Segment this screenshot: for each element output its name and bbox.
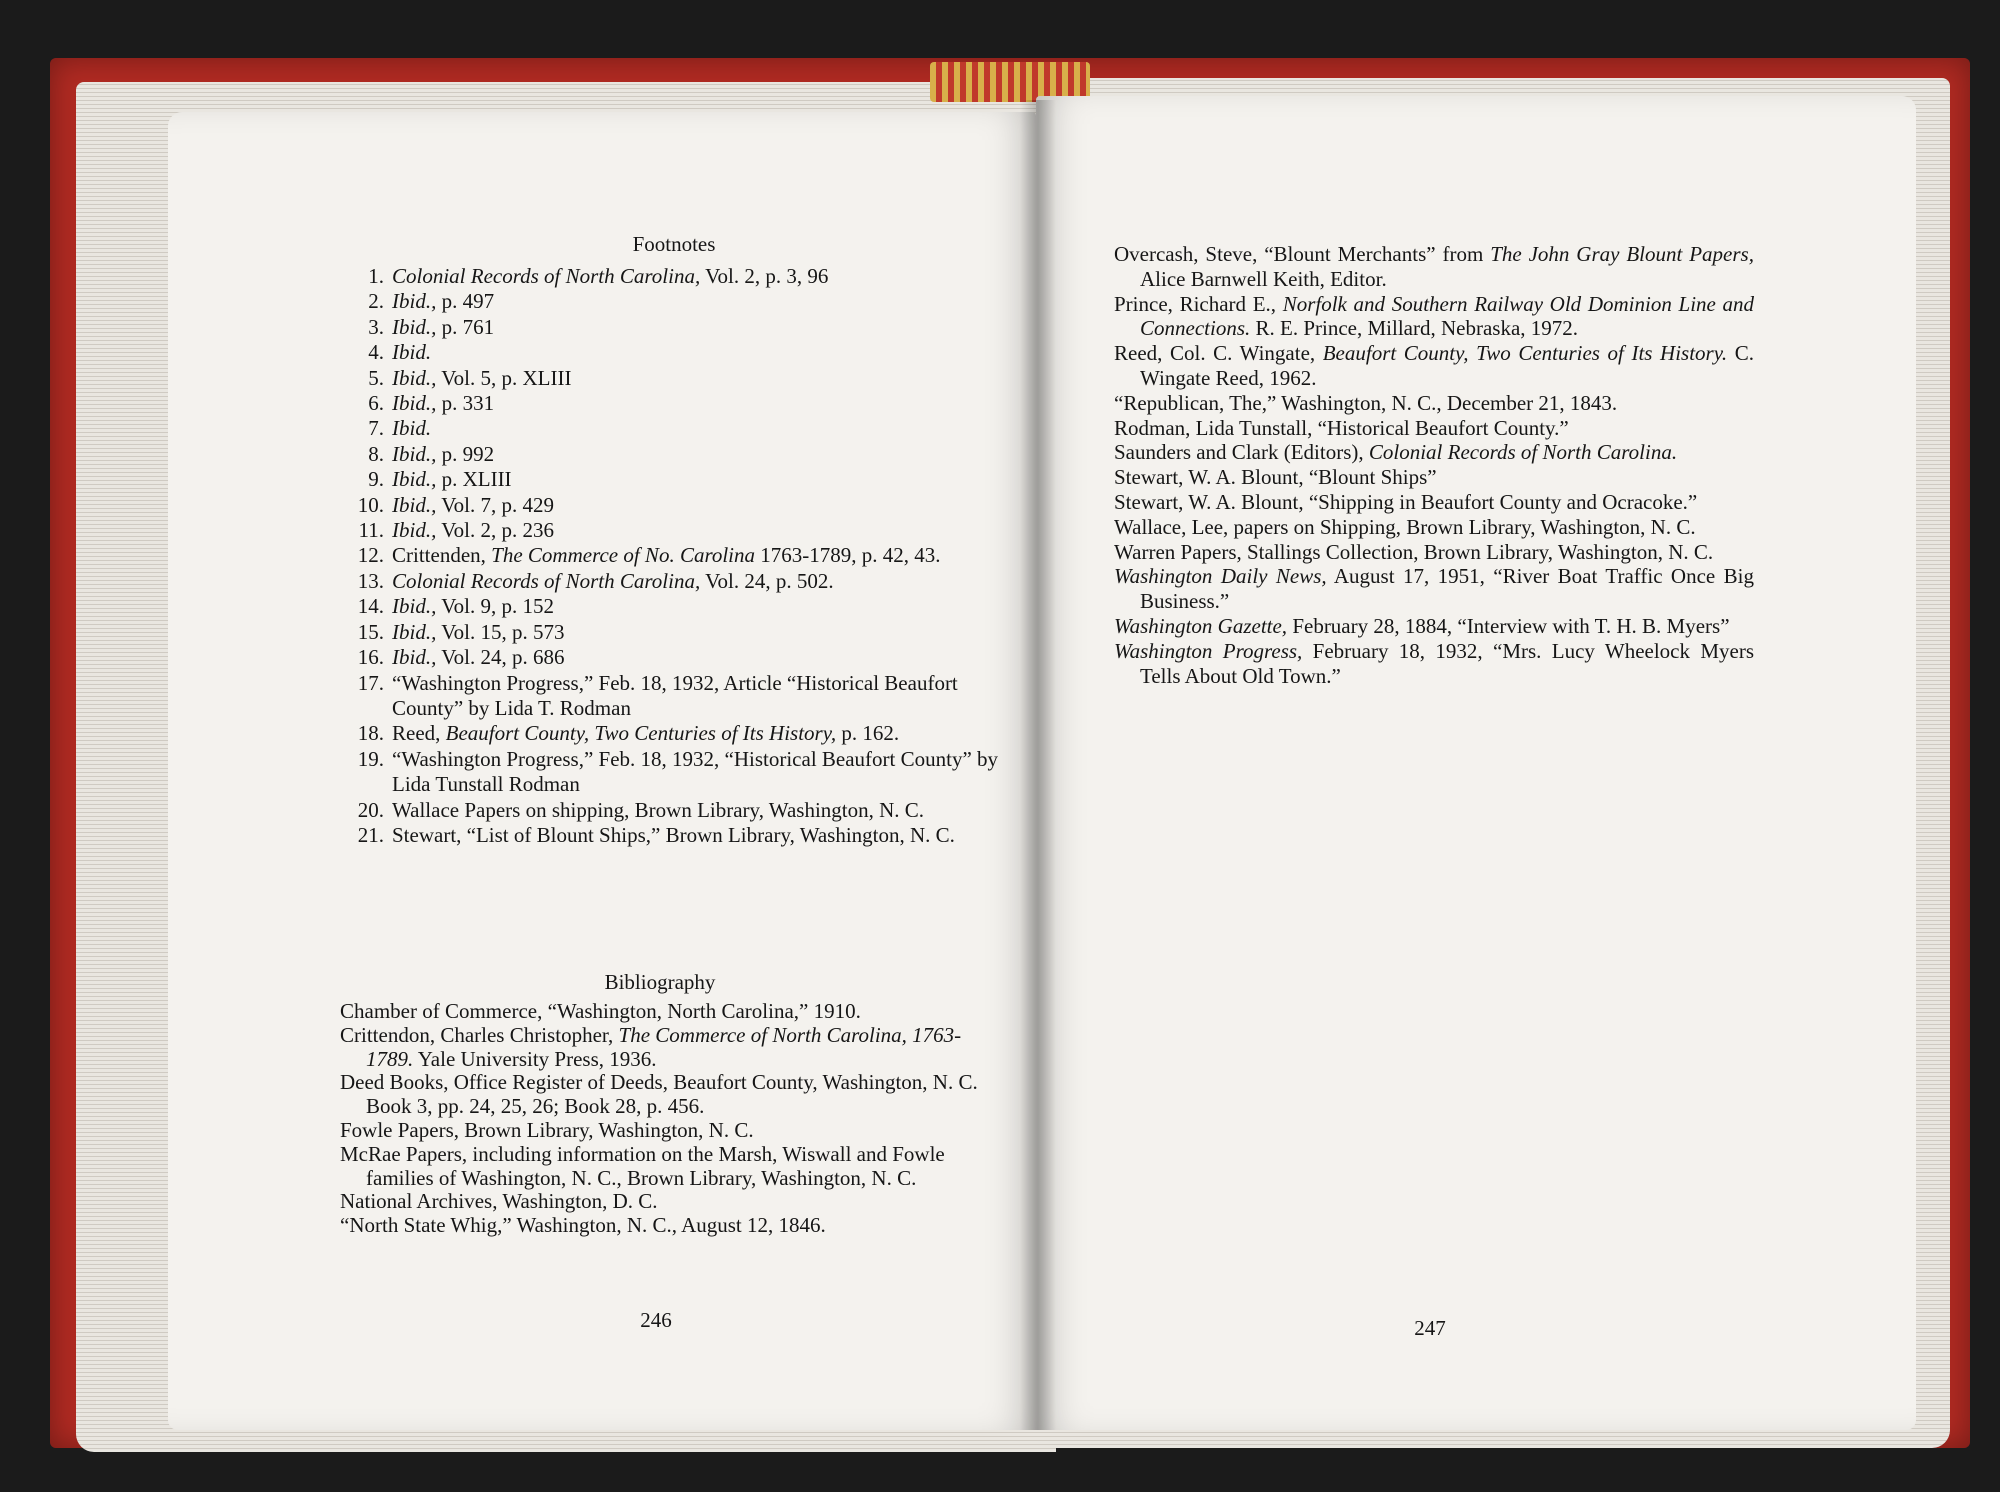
bibliography-entry	[340, 1214, 980, 1238]
italic-title: Ibid.,	[392, 365, 437, 390]
bibliography-list	[340, 1000, 980, 1238]
citation-text: August 17, 1951, “River Boat Traffic Once Big Business.”	[1140, 564, 1754, 614]
italic-title: Washington Progress,	[1114, 638, 1303, 663]
footnote-number: 11.	[358, 518, 384, 543]
citation-text: Overcash, Steve, “Blount Merchants” from	[1114, 242, 1491, 266]
footnote-number: 12.	[357, 543, 384, 568]
citation-text: p. 761	[436, 314, 495, 339]
bibliography-entry	[340, 1143, 980, 1191]
citation-text: Stewart, W. A. Blount, “Blount Ships”	[1114, 465, 1437, 490]
footnote-item	[340, 645, 1000, 670]
citation-text: p. XLIII	[436, 467, 512, 492]
footnote-item	[340, 442, 1000, 467]
footnote-item	[340, 366, 1000, 391]
italic-title: Washington Gazette,	[1114, 613, 1288, 638]
citation-text: Reed,	[392, 721, 446, 746]
citation-text: Vol. 24, p. 686	[436, 645, 565, 670]
citation-text: R. E. Prince, Millard, Nebraska, 1972.	[1250, 316, 1579, 341]
footnote-number: 15.	[357, 619, 384, 644]
italic-title: Ibid.,	[392, 441, 437, 466]
bibliography-entry	[1114, 416, 1754, 441]
italic-title: Ibid.,	[392, 594, 437, 619]
footnote-item	[340, 823, 1000, 848]
citation-text: p. 992	[436, 441, 495, 466]
citation-text: McRae Papers, including information on the Marsh, Wiswall and Fowle families of Washington, N. C., Brown Library, Washington, N. C.	[340, 1141, 945, 1190]
footnote-number: 16.	[357, 645, 384, 670]
footnote-number: 2.	[368, 289, 384, 314]
footnote-item	[340, 671, 1000, 722]
citation-text: Stewart, W. A. Blount, “Shipping in Beaufort County and Ocracoke.”	[1114, 489, 1698, 514]
footnote-item	[340, 798, 1000, 823]
footnote-number: 19.	[357, 746, 384, 771]
bibliography-entry	[340, 1000, 980, 1024]
bibliography-entry	[1114, 490, 1754, 515]
italic-title: Ibid.	[392, 340, 432, 365]
citation-text: Vol. 5, p. XLIII	[436, 365, 572, 390]
citation-text: Alice Barnwell Keith, Editor.	[1140, 266, 1387, 291]
italic-title: Colonial Records of North Carolina,	[392, 568, 701, 593]
footnote-item	[340, 543, 1000, 568]
citation-text: Yale University Press, 1936.	[413, 1046, 657, 1071]
citation-text: Saunders and Clark (Editors),	[1114, 440, 1369, 465]
footnotes-list	[340, 264, 1000, 848]
bibliography-entry	[1114, 614, 1754, 639]
footnote-item	[340, 747, 1000, 798]
citation-text: C. Wingate Reed, 1962.	[1140, 341, 1754, 390]
italic-title: Ibid.,	[392, 391, 437, 416]
bibliography-entry	[1114, 292, 1754, 342]
bibliography-entry	[1114, 639, 1754, 689]
citation-text: p. 162.	[836, 721, 900, 746]
footnote-item	[340, 467, 1000, 492]
footnote-number: 13.	[357, 568, 384, 593]
footnote-number: 3.	[368, 314, 384, 339]
italic-title: Ibid.,	[392, 645, 437, 670]
citation-text: February 28, 1884, “Interview with T. H. B. Myers”	[1287, 613, 1730, 638]
citation-text: Vol. 2, p. 3, 96	[700, 264, 829, 288]
italic-title: The Commerce of North Carolina, 1763-1789.	[366, 1022, 962, 1071]
citation-text: Vol. 15, p. 573	[436, 619, 565, 644]
italic-title: Ibid.,	[392, 289, 437, 314]
bibliography-entry	[340, 1119, 980, 1143]
citation-text: Fowle Papers, Brown Library, Washington, N. C.	[340, 1117, 754, 1142]
footnote-number: 6.	[368, 391, 384, 416]
italic-title: Beaufort County, Two Centuries of Its History.	[1322, 341, 1728, 366]
citation-text: Chamber of Commerce, “Washington, North Carolina,” 1910.	[340, 999, 861, 1023]
footnote-number: 4.	[368, 340, 384, 365]
citation-text: 1763-1789, p. 42, 43.	[755, 543, 941, 568]
page-number-right: 247	[1414, 1316, 1446, 1340]
italic-title: Washington Daily News,	[1114, 564, 1327, 589]
citation-text: Stewart, “List of Blount Ships,” Brown Library, Washington, N. C.	[392, 822, 955, 847]
footnote-item	[340, 264, 1000, 289]
italic-title: Colonial Records of North Carolina,	[392, 264, 701, 288]
italic-title: Ibid.,	[392, 314, 437, 339]
citation-text: Crittendon, Charles Christopher,	[340, 1022, 619, 1047]
citation-text: Reed, Col. C. Wingate,	[1114, 341, 1323, 366]
footnote-item	[340, 416, 1000, 441]
italic-title: Ibid.,	[392, 492, 437, 517]
bibliography-entry	[1114, 242, 1754, 292]
footnote-number: 5.	[368, 365, 384, 390]
bibliography-entry	[340, 1024, 980, 1072]
footnote-number: 8.	[368, 441, 384, 466]
footnote-number: 1.	[368, 264, 384, 288]
bibliography-entry	[1114, 564, 1754, 614]
citation-text: Wallace Papers on shipping, Brown Library, Washington, N. C.	[392, 797, 925, 822]
italic-title: The John Gray Blount Papers,	[1490, 242, 1754, 266]
citation-text: “Republican, The,” Washington, N. C., December 21, 1843.	[1114, 390, 1618, 415]
citation-text: National Archives, Washington, D. C.	[340, 1189, 658, 1214]
citation-text: Vol. 2, p. 236	[436, 518, 554, 543]
citation-text: February 18, 1932, “Mrs. Lucy Wheelock Myers Tells About Old Town.”	[1140, 638, 1755, 688]
footnote-number: 21.	[357, 822, 384, 847]
italic-title: Ibid.,	[392, 518, 437, 543]
footnote-item	[340, 391, 1000, 416]
footnote-number: 17.	[357, 670, 384, 695]
italic-title: Ibid.	[392, 416, 432, 441]
bibliography-entry	[1114, 440, 1754, 465]
bibliography-continued-list	[1114, 242, 1754, 688]
citation-text: Wallace, Lee, papers on Shipping, Brown Library, Washington, N. C.	[1114, 514, 1696, 539]
bibliography-entry	[1114, 341, 1754, 391]
citation-text: Vol. 9, p. 152	[436, 594, 554, 619]
italic-title: Colonial Records of North Carolina.	[1368, 440, 1678, 465]
citation-text: Rodman, Lida Tunstall, “Historical Beaufort County.”	[1114, 415, 1569, 440]
citation-text: Vol. 7, p. 429	[436, 492, 554, 517]
footnotes-heading: Footnotes	[632, 232, 716, 256]
italic-title: The Commerce of No. Carolina	[491, 543, 756, 568]
bibliography-entry	[340, 1190, 980, 1214]
footnote-item	[340, 569, 1000, 594]
citation-text: Vol. 24, p. 502.	[700, 568, 834, 593]
italic-title: Beaufort County, Two Centuries of Its History,	[445, 721, 837, 746]
citation-text: Crittenden,	[392, 543, 492, 568]
footnote-item	[340, 518, 1000, 543]
citation-text: “Washington Progress,” Feb. 18, 1932, Article “Historical Beaufort County” by Lida T. Rodman	[392, 670, 958, 720]
footnote-number: 10.	[357, 492, 384, 517]
book-gutter	[1020, 100, 1056, 1430]
citation-text: Prince, Richard E.,	[1114, 291, 1283, 316]
footnote-item	[340, 493, 1000, 518]
bibliography-entry	[1114, 540, 1754, 565]
footnote-item	[340, 289, 1000, 314]
citation-text: “Washington Progress,” Feb. 18, 1932, “Historical Beaufort County” by Lida Tunstall Rodman	[392, 746, 999, 797]
footnote-number: 14.	[357, 594, 384, 619]
footnote-item	[340, 721, 1000, 746]
footnote-number: 20.	[357, 797, 384, 822]
bibliography-entry	[1114, 515, 1754, 540]
italic-title: Norfolk and Southern Railway Old Dominion Line and Connections.	[1140, 291, 1755, 341]
footnote-item	[340, 594, 1000, 619]
italic-title: Ibid.,	[392, 467, 437, 492]
bibliography-entry	[1114, 391, 1754, 416]
italic-title: Ibid.,	[392, 619, 437, 644]
bibliography-heading: Bibliography	[604, 970, 716, 994]
citation-text: p. 331	[436, 391, 495, 416]
citation-text: Warren Papers, Stallings Collection, Brown Library, Washington, N. C.	[1114, 539, 1714, 564]
footnote-item	[340, 620, 1000, 645]
bibliography-entry	[1114, 465, 1754, 490]
footnote-item	[340, 340, 1000, 365]
bibliography-entry	[340, 1071, 980, 1119]
page-number-left: 246	[640, 1308, 672, 1332]
footnote-number: 9.	[368, 467, 384, 492]
footnote-item	[340, 315, 1000, 340]
citation-text: “North State Whig,” Washington, N. C., August 12, 1846.	[340, 1213, 826, 1238]
footnote-number: 7.	[368, 416, 384, 441]
citation-text: Deed Books, Office Register of Deeds, Beaufort County, Washington, N. C. Book 3, pp. 24, 25, 26; Book 28, p. 456.	[340, 1070, 978, 1119]
footnote-number: 18.	[357, 721, 384, 746]
citation-text: p. 497	[436, 289, 495, 314]
